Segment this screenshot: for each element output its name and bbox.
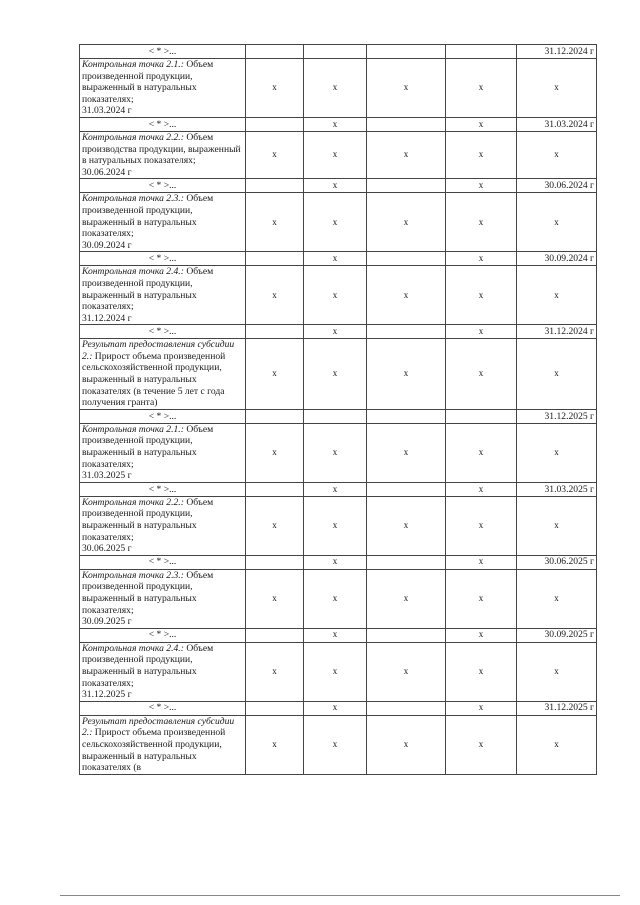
mark-cell [446, 409, 517, 423]
mark-cell: x [446, 179, 517, 193]
empty-cell [246, 325, 304, 339]
mark-cell: x [367, 496, 446, 555]
mark-cell: x [246, 131, 304, 178]
ref-cell: < * >... [80, 409, 246, 423]
mark-cell: x [304, 555, 367, 569]
empty-cell [246, 482, 304, 496]
description-cell [80, 569, 246, 628]
empty-cell [367, 325, 446, 339]
empty-cell [367, 409, 446, 423]
item-date: 31.03.2025 г [82, 470, 132, 482]
table-row [80, 131, 597, 178]
description-cell [80, 131, 246, 178]
mark-cell: x [446, 496, 517, 555]
date-cell: 30.09.2024 г [517, 252, 597, 266]
ref-cell: < * >... [80, 252, 246, 266]
mark-cell: x [517, 569, 597, 628]
table-subrow [80, 117, 597, 131]
empty-cell [246, 117, 304, 131]
mark-cell: x [304, 131, 367, 178]
empty-cell [246, 701, 304, 715]
ref-cell: < * >... [80, 482, 246, 496]
mark-cell: x [304, 642, 367, 701]
mark-cell [304, 45, 367, 59]
mark-cell: x [304, 482, 367, 496]
mark-cell: x [446, 701, 517, 715]
mark-cell: x [446, 628, 517, 642]
table-row [80, 642, 597, 701]
mark-cell: x [446, 715, 517, 774]
mark-cell: x [446, 325, 517, 339]
mark-cell: x [304, 628, 367, 642]
mark-cell: x [304, 325, 367, 339]
table-row [80, 59, 597, 118]
mark-cell: x [367, 423, 446, 482]
mark-cell: x [446, 193, 517, 252]
description-cell [80, 423, 246, 482]
table-subrow [80, 409, 597, 423]
table-row [80, 569, 597, 628]
mark-cell: x [446, 482, 517, 496]
mark-cell: x [304, 339, 367, 410]
mark-cell: x [367, 642, 446, 701]
item-label: Контрольная точка 2.1.: [82, 423, 184, 435]
empty-cell [246, 409, 304, 423]
mark-cell: x [304, 193, 367, 252]
item-label: Контрольная точка 2.4.: [82, 266, 184, 278]
item-label: Контрольная точка 2.3.: [82, 569, 184, 581]
table-subrow [80, 45, 597, 59]
empty-cell [246, 555, 304, 569]
date-cell: 30.06.2025 г [517, 555, 597, 569]
empty-cell [246, 179, 304, 193]
mark-cell: x [304, 715, 367, 774]
mark-cell [304, 409, 367, 423]
item-date: 31.12.2024 г [82, 312, 132, 324]
date-cell: 30.09.2025 г [517, 628, 597, 642]
mark-cell: x [246, 642, 304, 701]
table-subrow [80, 252, 597, 266]
mark-cell: x [367, 266, 446, 325]
table-subrow [80, 482, 597, 496]
item-text: Объем произведенной продукции, выраженный в натуральных показателях; [82, 266, 214, 313]
empty-cell [246, 252, 304, 266]
mark-cell: x [246, 339, 304, 410]
item-label: Контрольная точка 2.3.: [82, 193, 184, 205]
description-cell [80, 59, 246, 118]
item-date: 30.06.2024 г [82, 166, 132, 178]
mark-cell: x [367, 193, 446, 252]
mark-cell: x [446, 266, 517, 325]
description-cell [80, 266, 246, 325]
item-date: 30.09.2025 г [82, 616, 132, 628]
empty-cell [367, 252, 446, 266]
date-cell: 31.03.2024 г [517, 117, 597, 131]
mark-cell: x [304, 117, 367, 131]
mark-cell: x [446, 131, 517, 178]
item-date: 31.12.2025 г [82, 689, 132, 701]
page-bottom-rule [60, 895, 620, 896]
mark-cell: x [304, 252, 367, 266]
item-text: Объем производства продукции, выраженный в натуральных показателях; [82, 131, 241, 167]
date-cell: 31.12.2025 г [517, 409, 597, 423]
mark-cell: x [517, 496, 597, 555]
item-label: Контрольная точка 2.4.: [82, 642, 184, 654]
table-row [80, 193, 597, 252]
results-table-body [80, 45, 597, 775]
mark-cell: x [517, 266, 597, 325]
description-cell [80, 339, 246, 410]
empty-cell [367, 179, 446, 193]
table-subrow [80, 179, 597, 193]
mark-cell: x [367, 715, 446, 774]
mark-cell: x [446, 339, 517, 410]
empty-cell [246, 628, 304, 642]
empty-cell [367, 482, 446, 496]
date-cell: 31.12.2024 г [517, 45, 597, 59]
mark-cell: x [517, 423, 597, 482]
date-cell: 31.12.2025 г [517, 701, 597, 715]
item-text: Прирост объема произведенной сельскохозяйственной продукции, выраженный в натуральных показателях (в [82, 727, 226, 774]
table-subrow [80, 555, 597, 569]
table-subrow [80, 701, 597, 715]
empty-cell [367, 701, 446, 715]
table-row [80, 266, 597, 325]
item-date: 30.06.2025 г [82, 543, 132, 555]
empty-cell [246, 45, 304, 59]
mark-cell: x [367, 59, 446, 118]
mark-cell: x [446, 642, 517, 701]
description-cell [80, 193, 246, 252]
table-row [80, 496, 597, 555]
mark-cell: x [246, 266, 304, 325]
mark-cell: x [246, 423, 304, 482]
mark-cell: x [304, 496, 367, 555]
item-label: Результат предоставления субсидии 2.: [82, 715, 235, 739]
mark-cell: x [446, 423, 517, 482]
results-table [79, 44, 597, 775]
ref-cell: < * >... [80, 555, 246, 569]
mark-cell [446, 45, 517, 59]
mark-cell: x [246, 496, 304, 555]
table-row [80, 339, 597, 410]
item-text: Объем произведенной продукции, выраженный в натуральных показателях; [82, 496, 214, 543]
mark-cell: x [304, 179, 367, 193]
mark-cell: x [446, 252, 517, 266]
mark-cell: x [517, 339, 597, 410]
mark-cell: x [367, 339, 446, 410]
ref-cell: < * >... [80, 45, 246, 59]
empty-cell [367, 628, 446, 642]
mark-cell: x [367, 569, 446, 628]
mark-cell: x [304, 59, 367, 118]
ref-cell: < * >... [80, 179, 246, 193]
mark-cell: x [304, 423, 367, 482]
item-label: Контрольная точка 2.1.: [82, 59, 184, 70]
mark-cell: x [446, 569, 517, 628]
table-row [80, 715, 597, 774]
item-text: Прирост объема произведенной сельскохозяйственной продукции, выраженный в натуральных показателях (в течение 5 лет с года получения гранта) [82, 350, 226, 409]
mark-cell: x [304, 701, 367, 715]
ref-cell: < * >... [80, 628, 246, 642]
item-text: Объем произведенной продукции, выраженный в натуральных показателях; [82, 423, 214, 470]
mark-cell: x [246, 569, 304, 628]
mark-cell: x [367, 131, 446, 178]
mark-cell: x [517, 193, 597, 252]
item-label: Контрольная точка 2.2.: [82, 496, 184, 508]
table-row [80, 423, 597, 482]
mark-cell: x [446, 555, 517, 569]
item-date: 31.03.2024 г [82, 105, 132, 117]
mark-cell: x [446, 117, 517, 131]
description-cell [80, 715, 246, 774]
description-cell [80, 496, 246, 555]
ref-cell: < * >... [80, 325, 246, 339]
empty-cell [367, 45, 446, 59]
mark-cell: x [246, 59, 304, 118]
table-subrow [80, 325, 597, 339]
date-cell: 31.03.2025 г [517, 482, 597, 496]
ref-cell: < * >... [80, 701, 246, 715]
mark-cell: x [246, 193, 304, 252]
empty-cell [367, 555, 446, 569]
table-subrow [80, 628, 597, 642]
mark-cell: x [304, 569, 367, 628]
mark-cell: x [246, 715, 304, 774]
mark-cell: x [517, 642, 597, 701]
item-text: Объем произведенной продукции, выраженный в натуральных показателях; [82, 642, 214, 689]
item-text: Объем произведенной продукции, выраженный в натуральных показателях; [82, 59, 214, 105]
mark-cell: x [517, 131, 597, 178]
item-date: 30.09.2024 г [82, 239, 132, 251]
date-cell: 31.12.2024 г [517, 325, 597, 339]
date-cell: 30.06.2024 г [517, 179, 597, 193]
item-text: Объем произведенной продукции, выраженный в натуральных показателях; [82, 569, 214, 616]
mark-cell: x [517, 715, 597, 774]
mark-cell: x [304, 266, 367, 325]
item-label: Результат предоставления субсидии 2.: [82, 339, 235, 362]
item-label: Контрольная точка 2.2.: [82, 131, 184, 143]
mark-cell: x [446, 59, 517, 118]
item-text: Объем произведенной продукции, выраженный в натуральных показателях; [82, 193, 214, 240]
empty-cell [367, 117, 446, 131]
mark-cell: x [517, 59, 597, 118]
description-cell [80, 642, 246, 701]
ref-cell: < * >... [80, 117, 246, 131]
